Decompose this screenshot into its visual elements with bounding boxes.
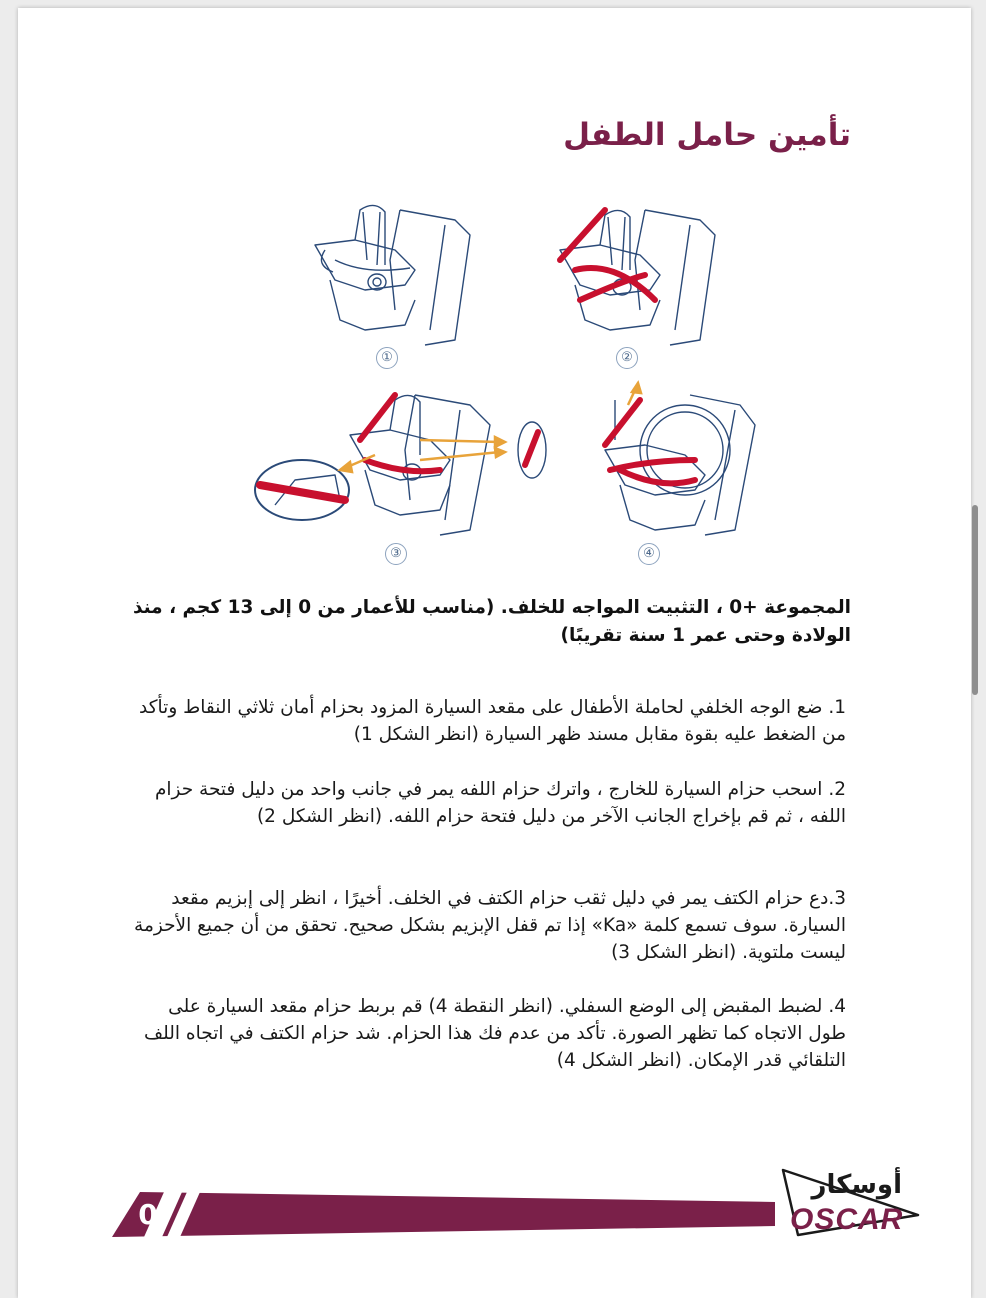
figure-3-label: ③ bbox=[385, 543, 407, 565]
figure-2-illustration bbox=[545, 200, 720, 345]
scrollbar[interactable] bbox=[972, 505, 978, 695]
page-number: 0 bbox=[138, 1198, 158, 1231]
document-page bbox=[18, 8, 971, 1298]
figure-1-label: ① bbox=[376, 347, 398, 369]
figure-2-label: ② bbox=[616, 347, 638, 369]
step-2: 2. اسحب حزام السيارة للخارج ، واترك حزام اللفه يمر في جانب واحد من دليل فتحة حزام اللفه ، ثم قم بإخراج الجانب الآخر من دليل فتحة حزام اللفه. (انظر الشكل 2) bbox=[154, 779, 846, 827]
logo-arabic: أوسكار bbox=[811, 1170, 902, 1200]
page-title: تأمين حامل الطفل bbox=[563, 117, 851, 153]
figure-1-illustration bbox=[305, 200, 475, 345]
step-3: 3.دع حزام الكتف يمر في دليل ثقب حزام الكتف في الخلف. أخيرًا ، انظر إلى إبزيم مقعد السيارة. سوف تسمع كلمة «Ka» إذا تم قفل الإبزيم بشكل صحيح. تحقق من أن جميع الأحزمة ليست ملتوية. (انظر الشكل 3) bbox=[134, 888, 846, 963]
footer-bar bbox=[112, 1192, 775, 1237]
figure-4-illustration bbox=[590, 380, 760, 540]
step-1: 1. ضع الوجه الخلفي لحاملة الأطفال على مقعد السيارة المزود بحزام أمان ثلاثي النقاط وتأكد من الضغط عليه بقوة مقابل مسند ظهر السيارة (انظر الشكل 1) bbox=[139, 697, 846, 745]
step-4: 4. لضبط المقبض إلى الوضع السفلي. (انظر النقطة 4) قم بربط حزام مقعد السيارة على طول الاتجاه كما تظهر الصورة. تأكد من عدم فك هذا الحزام. شد حزام الكتف في اتجاه اللف التلقائي قدر الإمكان. (انظر الشكل 4) bbox=[144, 996, 846, 1071]
logo-english: OSCAR bbox=[790, 1203, 904, 1236]
figure-3-illustration bbox=[255, 380, 565, 540]
group-subtitle: المجموعة +0 ، التثبيت المواجه للخلف. (مناسب للأعمار من 0 إلى 13 كجم ، منذ الولادة وحتى عمر 1 سنة تقريبًا) bbox=[132, 597, 851, 646]
figure-4-label: ④ bbox=[638, 543, 660, 565]
